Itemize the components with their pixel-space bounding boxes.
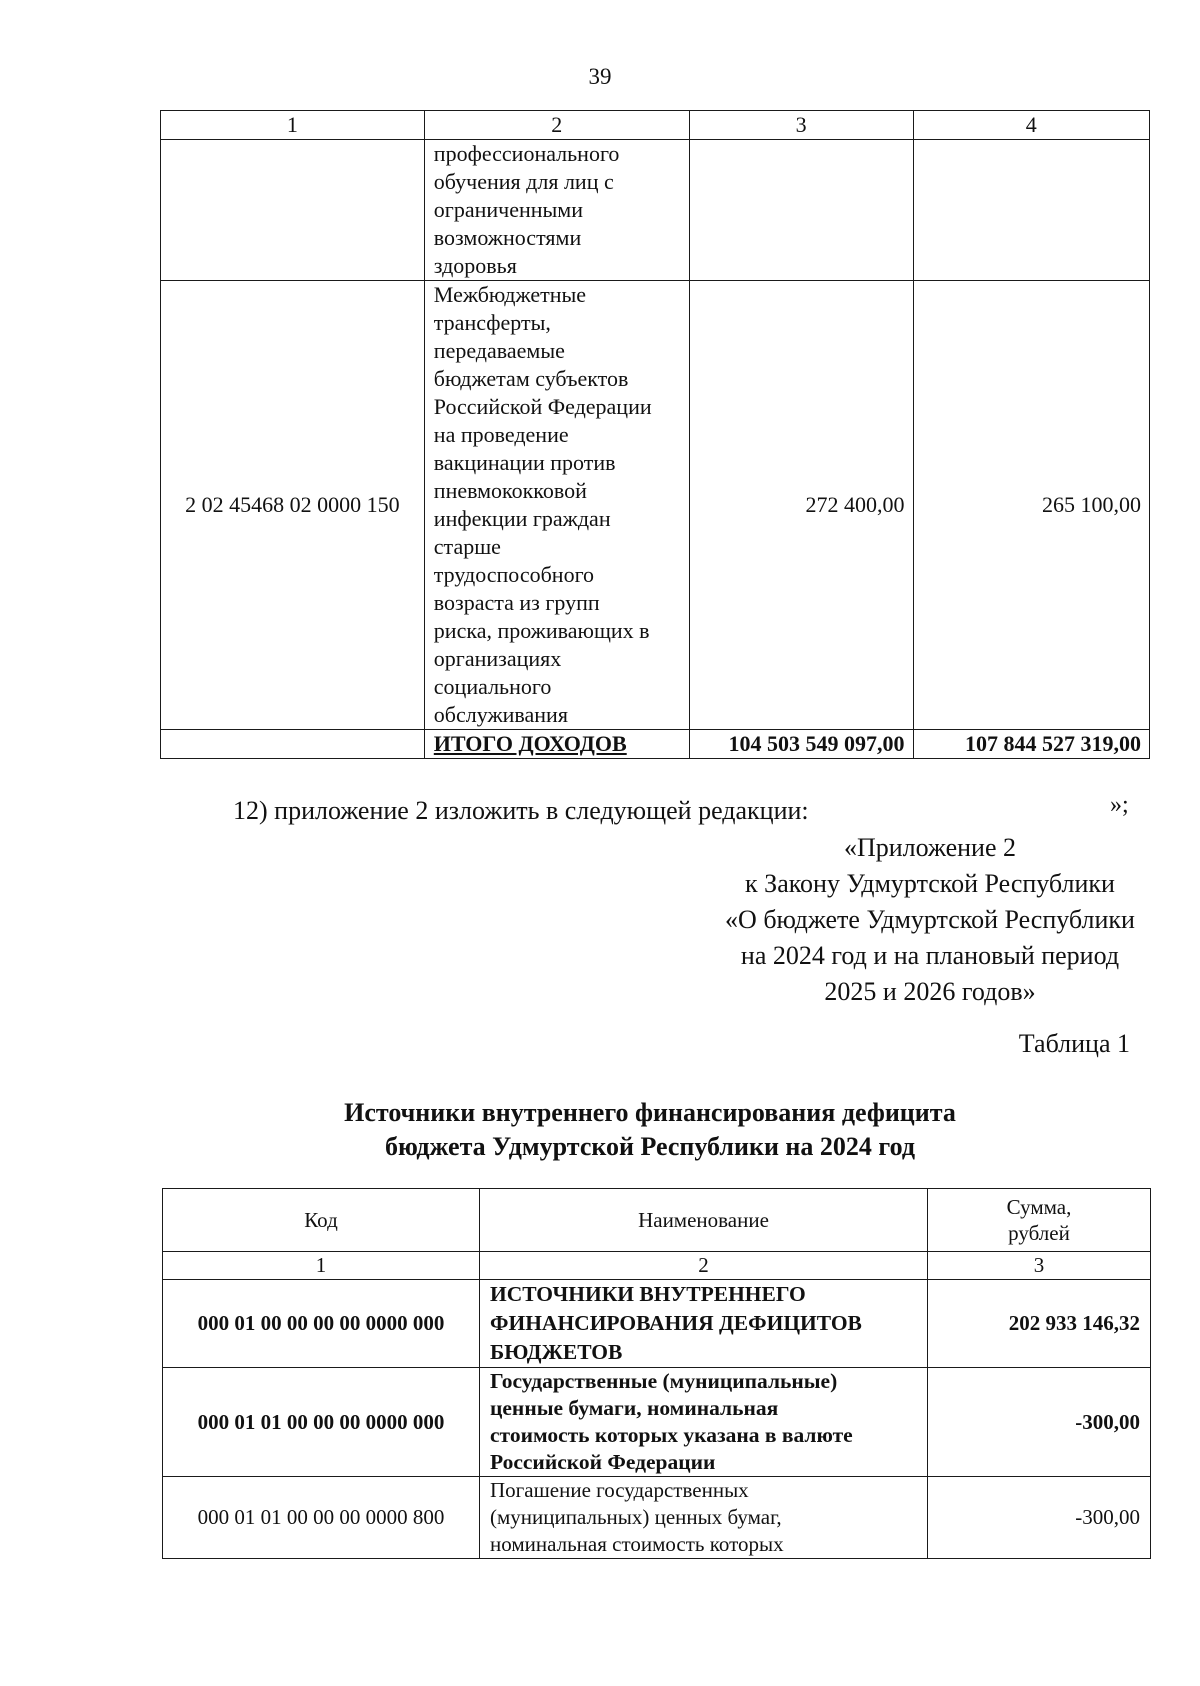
column-number-2: 2 [480, 1252, 928, 1280]
column-header-code: Код [163, 1189, 480, 1252]
total-row [161, 730, 1150, 759]
column-number-1: 1 [161, 111, 425, 140]
column-header-sum: Сумма, рублей [928, 1189, 1151, 1252]
column-number-3: 3 [689, 111, 913, 140]
row-code [161, 140, 425, 281]
column-number-4: 4 [913, 111, 1150, 140]
appendix-heading: «Приложение 2 к Закону Удмуртской Республики «О бюджете Удмуртской Республики на 2024 год и на плановый период 2025 и 2026 годов» [725, 833, 1135, 1006]
column-number-1: 1 [163, 1252, 480, 1280]
row-sum: -300,00 [928, 1368, 1151, 1477]
row-code: 000 01 00 00 00 00 0000 000 [163, 1280, 480, 1368]
row-code: 000 01 01 00 00 00 0000 800 [163, 1477, 480, 1559]
row-name: профессионального обучения для лиц с ограниченными возможностями здоровья [424, 140, 689, 281]
column-number-3: 3 [928, 1252, 1151, 1280]
row-name: Погашение государственных (муниципальных) ценных бумаг, номинальная стоимость которых [480, 1477, 928, 1559]
row-code: 000 01 01 00 00 00 0000 000 [163, 1368, 480, 1477]
row-sum-2025 [689, 140, 913, 281]
row-name: Государственные (муниципальные) ценные бумаги, номинальная стоимость которых указана в валюте Российской Федерации [480, 1368, 928, 1477]
amendment-item-text: 12) приложение 2 изложить в следующей редакции: [233, 796, 809, 825]
total-sum-2026: 107 844 527 319,00 [913, 730, 1150, 759]
table-header-row [161, 111, 1150, 140]
row-name: Межбюджетные трансферты, передаваемые бюджетам субъектов Российской Федерации на проведение вакцинации против пневмококковой инфекции граждан старше трудоспособного возраста из групп риска, проживающих в организациях социального обслуживания [424, 281, 689, 730]
row-sum: -300,00 [928, 1477, 1151, 1559]
table-row [161, 281, 1150, 730]
page-number: 39 [588, 64, 612, 89]
table-row [163, 1368, 1151, 1477]
total-sum-2025: 104 503 549 097,00 [689, 730, 913, 759]
table-row [163, 1280, 1151, 1368]
column-number-2: 2 [424, 111, 689, 140]
column-header-name: Наименование [480, 1189, 928, 1252]
table-title: Источники внутреннего финансирования дефицита бюджета Удмуртской Республики на 2024 год [344, 1098, 956, 1161]
row-code: 2 02 45468 02 0000 150 [161, 281, 425, 730]
row-sum-2026 [913, 140, 1150, 281]
revenue-table [160, 110, 1150, 759]
total-code [161, 730, 425, 759]
table-row [163, 1477, 1151, 1559]
row-sum-2026: 265 100,00 [913, 281, 1150, 730]
table-header-row [163, 1189, 1151, 1252]
total-label: ИТОГО ДОХОДОВ [424, 730, 689, 759]
table-row [161, 140, 1150, 281]
column-numbers-row [163, 1252, 1151, 1280]
financing-sources-table [162, 1188, 1151, 1559]
table-label: Таблица 1 [1018, 1029, 1130, 1058]
closing-quote-mark: »; [1110, 792, 1129, 818]
row-name: ИСТОЧНИКИ ВНУТРЕННЕГО ФИНАНСИРОВАНИЯ ДЕФИЦИТОВ БЮДЖЕТОВ [480, 1280, 928, 1368]
row-sum: 202 933 146,32 [928, 1280, 1151, 1368]
row-sum-2025: 272 400,00 [689, 281, 913, 730]
